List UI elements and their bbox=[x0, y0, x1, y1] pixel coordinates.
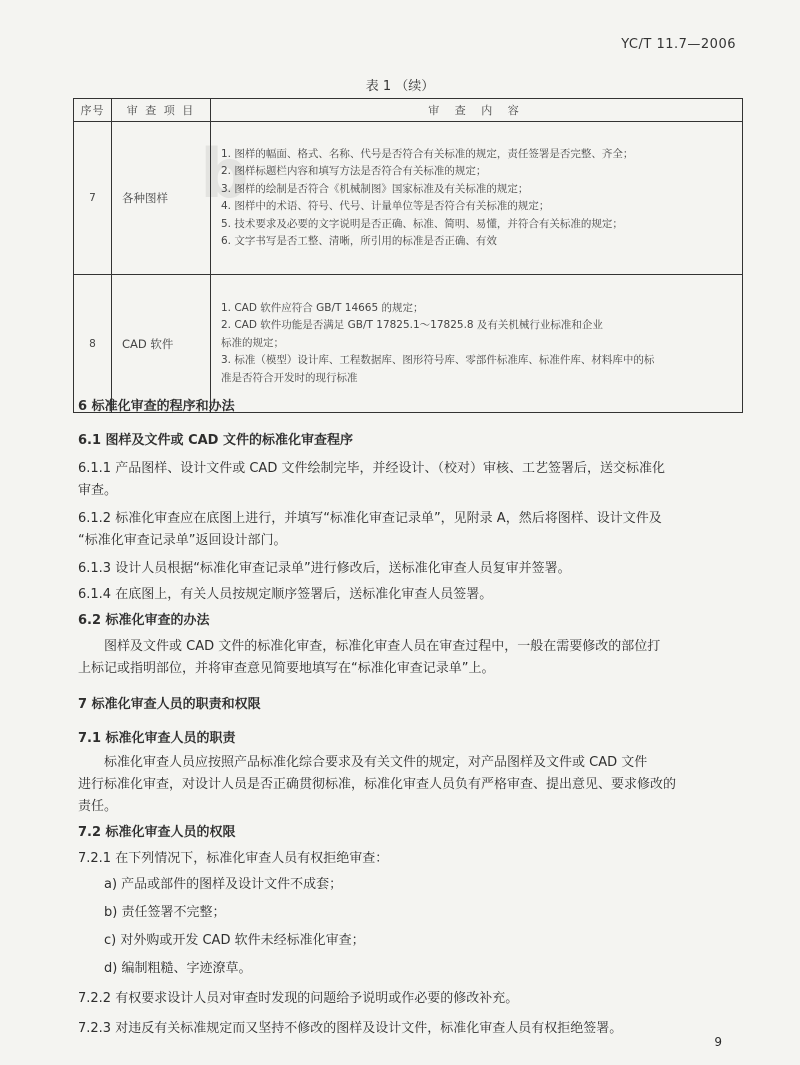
content-line: 1. 图样的幅面、格式、名称、代号是否符合有关标准的规定，责任签署是否完整、齐全； bbox=[221, 147, 634, 160]
section-heading-6: 6 标准化审查的程序和办法 bbox=[78, 399, 235, 414]
clause-6-1-4: 6.1.4 在底图上，有关人员按规定顺序签署后，送标准化审查人员签署。 bbox=[78, 587, 493, 602]
paragraph-6-2: 图样及文件或 CAD 文件的标准化审查，标准化审查人员在审查过程中，一般在需要修改的部位打 bbox=[104, 639, 661, 654]
section-heading-6-1: 6.1 图样及文件或 CAD 文件的标准化审查程序 bbox=[78, 433, 353, 448]
section-heading-7: 7 标准化审查人员的职责和权限 bbox=[78, 697, 261, 712]
content-line: 3. 标准（模型）设计库、工程数据库、图形符号库、零部件标准库、标准件库、材料库中的标 bbox=[221, 354, 655, 367]
clause-7-2-1: 7.2.1 在下列情况下，标准化审查人员有权拒绝审查： bbox=[78, 851, 389, 866]
row-item: 各种图样 bbox=[112, 122, 211, 275]
content-line: 6. 文字书写是否工整、清晰，所引用的标准是否正确、有效 bbox=[221, 235, 497, 247]
list-item: c) 对外购或开发 CAD 软件未经标准化审查； bbox=[104, 933, 365, 948]
content-line: 标准的规定； bbox=[221, 336, 284, 349]
section-heading-7-2: 7.2 标准化审查人员的权限 bbox=[78, 825, 236, 840]
content-line: 2. 图样标题栏内容和填写方法是否符合有关标准的规定； bbox=[221, 165, 487, 177]
clause-7-2-3: 7.2.3 对违反有关标准规定而又坚持不修改的图样及设计文件，标准化审查人员有权拒绝签署。 bbox=[78, 1021, 623, 1036]
content-line: 准是否符合开发时的现行标准 bbox=[221, 371, 358, 384]
clause-7-2-2: 7.2.2 有权要求设计人员对审查时发现的问题给予说明或作必要的修改补充。 bbox=[78, 991, 519, 1006]
section-heading-6-2: 6.2 标准化审查的办法 bbox=[78, 613, 210, 628]
row-content bbox=[211, 122, 743, 275]
header-item: 审 查 项 目 bbox=[112, 99, 211, 122]
review-table bbox=[73, 98, 743, 413]
paragraph-6-2-cont: 上标记或指明部位，并将审查意见简要地填写在“标准化审查记录单”上。 bbox=[78, 661, 495, 676]
list-item: a) 产品或部件的图样及设计文件不成套； bbox=[104, 877, 343, 892]
list-item: d) 编制粗糙、字迹潦草。 bbox=[104, 961, 252, 976]
content-line: 2. CAD 软件功能是否满足 GB/T 17825.1～17825.8 及有关机械行业标准和企业 bbox=[221, 319, 603, 332]
paragraph-7-1: 标准化审查人员应按照产品标准化综合要求及有关文件的规定，对产品图样及文件或 CAD 文件 bbox=[104, 755, 648, 770]
table-caption: 表 1 （续） bbox=[365, 79, 435, 94]
content-line: 1. CAD 软件应符合 GB/T 14665 的规定； bbox=[221, 301, 424, 314]
content-line: 3. 图样的绘制是否符合《机械制图》国家标准及有关标准的规定； bbox=[221, 182, 529, 195]
content-line: 4. 图样中的术语、符号、代号、计量单位等是否符合有关标准的规定； bbox=[221, 200, 550, 212]
body-text bbox=[78, 396, 746, 1040]
row-content bbox=[211, 275, 743, 413]
table-row bbox=[74, 122, 743, 275]
paragraph-7-1-cont2: 责任。 bbox=[78, 799, 118, 814]
table-row bbox=[74, 275, 743, 413]
clause-6-1-1: 6.1.1 产品图样、设计文件或 CAD 文件绘制完毕，并经设计、（校对）审核、工艺签署后，送交标准化 bbox=[78, 461, 665, 476]
header-content: 审 查 内 容 bbox=[211, 99, 743, 122]
paragraph-7-1-cont: 进行标准化审查，对设计人员是否正确贯彻标准，标准化审查人员负有严格审查、提出意见、要求修改的 bbox=[78, 777, 677, 792]
page-number: 9 bbox=[714, 1035, 722, 1049]
row-num: 8 bbox=[74, 275, 112, 413]
row-item: CAD 软件 bbox=[112, 275, 211, 413]
row-num: 7 bbox=[74, 122, 112, 275]
content-line: 5. 技术要求及必要的文字说明是否正确、标准、简明、易懂，并符合有关标准的规定； bbox=[221, 217, 623, 230]
standard-code: YC/T 11.7—2006 bbox=[621, 37, 736, 52]
watermark: b bbox=[200, 135, 253, 214]
list-item: b) 责任签署不完整； bbox=[104, 905, 226, 920]
header-num: 序号 bbox=[74, 99, 112, 122]
clause-6-1-1-cont: 审查。 bbox=[78, 483, 118, 498]
clause-6-1-2-cont: “标准化审查记录单”返回设计部门。 bbox=[78, 533, 287, 548]
table-header-row bbox=[74, 99, 743, 122]
clause-6-1-2: 6.1.2 标准化审查应在底图上进行，并填写“标准化审查记录单”，见附录 A，然后将图样、设计文件及 bbox=[78, 511, 662, 526]
section-heading-7-1: 7.1 标准化审查人员的职责 bbox=[78, 731, 236, 746]
clause-6-1-3: 6.1.3 设计人员根据“标准化审查记录单”进行修改后，送标准化审查人员复审并签署。 bbox=[78, 561, 571, 576]
